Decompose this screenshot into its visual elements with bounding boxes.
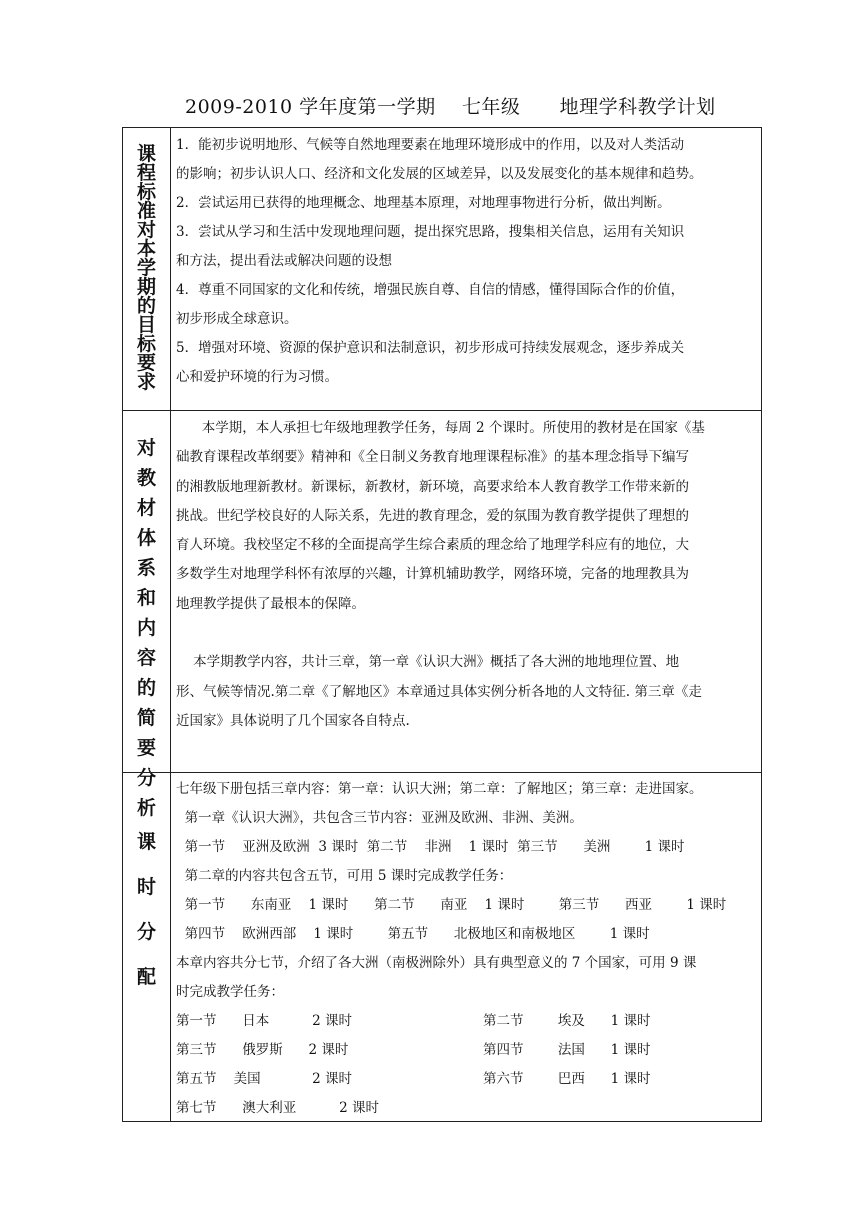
- schedule-right: 第四节 法国 1 课时: [483, 1042, 651, 1058]
- text-line: 近国家》具体说明了几个国家各自特点.: [176, 712, 410, 729]
- text-line: 心和爱护环境的行为习惯。: [176, 369, 338, 385]
- section-heading-text: 课 时 分 配: [136, 831, 156, 988]
- schedule-right: 第二节 埃及 1 课时: [483, 1013, 651, 1029]
- text-line: 地理教学提供了最根本的保障。: [176, 595, 365, 612]
- schedule-left: 第五节 美国 2 课时: [176, 1071, 353, 1087]
- schedule-left: 第一节 日本 2 课时: [176, 1013, 353, 1029]
- analysis-content: [171, 411, 761, 772]
- goals-content: [171, 128, 761, 410]
- text-line: 多数学生对地理学科怀有浓厚的兴趣，计算机辅助教学，网络环境，完备的地理教具为: [176, 566, 689, 583]
- section-heading-text: 课 程 标 准 对 本 学 期 的 目 标 要 求: [136, 143, 156, 393]
- hours-heading: [123, 773, 171, 1121]
- schedule-left: 第七节 澳大利亚 2 课时: [176, 1100, 380, 1116]
- text-line: 第四节 欧洲西部 1 课时 第五节 北极地区和南极地区 1 课时: [176, 926, 650, 942]
- text-line: 的湘教版地理新教材。新课标，新教材，新环境，高要求给本人教育教学工作带来新的: [176, 478, 689, 495]
- hours-content: [171, 773, 761, 1121]
- schedule-row: [176, 1065, 757, 1094]
- text-line: 和方法，提出看法或解决问题的设想: [176, 253, 392, 269]
- text-line: 1．能初步说明地形、气候等自然地理要素在地理环境形成中的作用，以及对人类活动: [176, 137, 685, 153]
- schedule-left: 第三节 俄罗斯 2 课时: [176, 1042, 349, 1058]
- text-line: 5．增强对环境、资源的保护意识和法制意识，初步形成可持续发展观念，逐步养成关: [176, 340, 685, 356]
- schedule-row: [176, 1007, 757, 1036]
- text-line: 第二章的内容共包含五节，可用 5 课时完成教学任务：: [176, 868, 513, 884]
- text-line: 本学期，本人承担七年级地理教学任务，每周 2 个课时。所使用的教材是在国家《基: [176, 420, 705, 436]
- plan-table: [122, 127, 762, 1122]
- text-line: 育人环境。我校坚定不移的全面提高学生综合素质的理念给了地理学科应有的地位，大: [176, 537, 689, 554]
- schedule-row: [176, 1036, 757, 1065]
- schedule-row: [176, 1094, 757, 1123]
- text-line: 挑战。世纪学校良好的人际关系，先进的教育理念，爱的氛围为教育教学提供了理想的: [176, 507, 689, 524]
- text-line: 时完成教学任务：: [176, 984, 284, 1000]
- text-line: 4．尊重不同国家的文化和传统，增强民族自尊、自信的情感，懂得国际合作的价值，: [176, 282, 685, 298]
- goals-row: [123, 127, 761, 410]
- text-line: 形、气候等情况.第二章《了解地区》本章通过具体实例分析各地的人文特征. 第三章《走: [176, 683, 702, 700]
- page-title: 2009-2010 学年度第一学期 七年级 地理学科教学计划: [185, 96, 716, 118]
- text-line: 本学期教学内容，共计三章，第一章《认识大洲》概括了各大洲的地地理位置、地: [176, 654, 680, 671]
- text-line: [176, 619, 757, 648]
- text-line: 第一章《认识大洲》，共包含三节内容：亚洲及欧洲、非洲、美洲。: [176, 810, 583, 826]
- text-line: 3．尝试从学习和生活中发现地理问题，提出探究思路，搜集相关信息，运用有关知识: [176, 224, 685, 240]
- text-line: 本章内容共分七节，介绍了各大洲（南极洲除外）具有典型意义的 7 个国家，可用 9 课: [176, 955, 697, 971]
- schedule-right: 第六节 巴西 1 课时: [483, 1071, 651, 1087]
- text-line: 的影响；初步认识人口、经济和文化发展的区域差异，以及发展变化的基本规律和趋势。: [176, 166, 703, 182]
- section-heading-text: 对 教 材 体 系 和 内 容 的 简 要 分 析: [136, 437, 156, 819]
- text-line: 2．尝试运用已获得的地理概念、地理基本原理，对地理事物进行分析，做出判断。: [176, 195, 671, 211]
- text-line: 础教育课程改革纲要》精神和《全日制义务教育地理课程标准》的基本理念指导下编写: [176, 449, 689, 466]
- text-line: 第一节 亚洲及欧洲 3 课时 第二节 非洲 1 课时 第三节 美洲 1 课时: [176, 839, 685, 855]
- text-line: 第一节 东南亚 1 课时 第二节 南亚 1 课时 第三节 西亚 1 课时: [176, 897, 727, 913]
- text-line: 七年级下册包括三章内容：第一章：认识大洲；第二章：了解地区；第三章：走进国家。: [176, 781, 703, 797]
- hours-row: [123, 772, 761, 1122]
- text-line: 初步形成全球意识。: [176, 311, 298, 327]
- goals-heading: [123, 128, 171, 410]
- analysis-heading: [123, 411, 171, 819]
